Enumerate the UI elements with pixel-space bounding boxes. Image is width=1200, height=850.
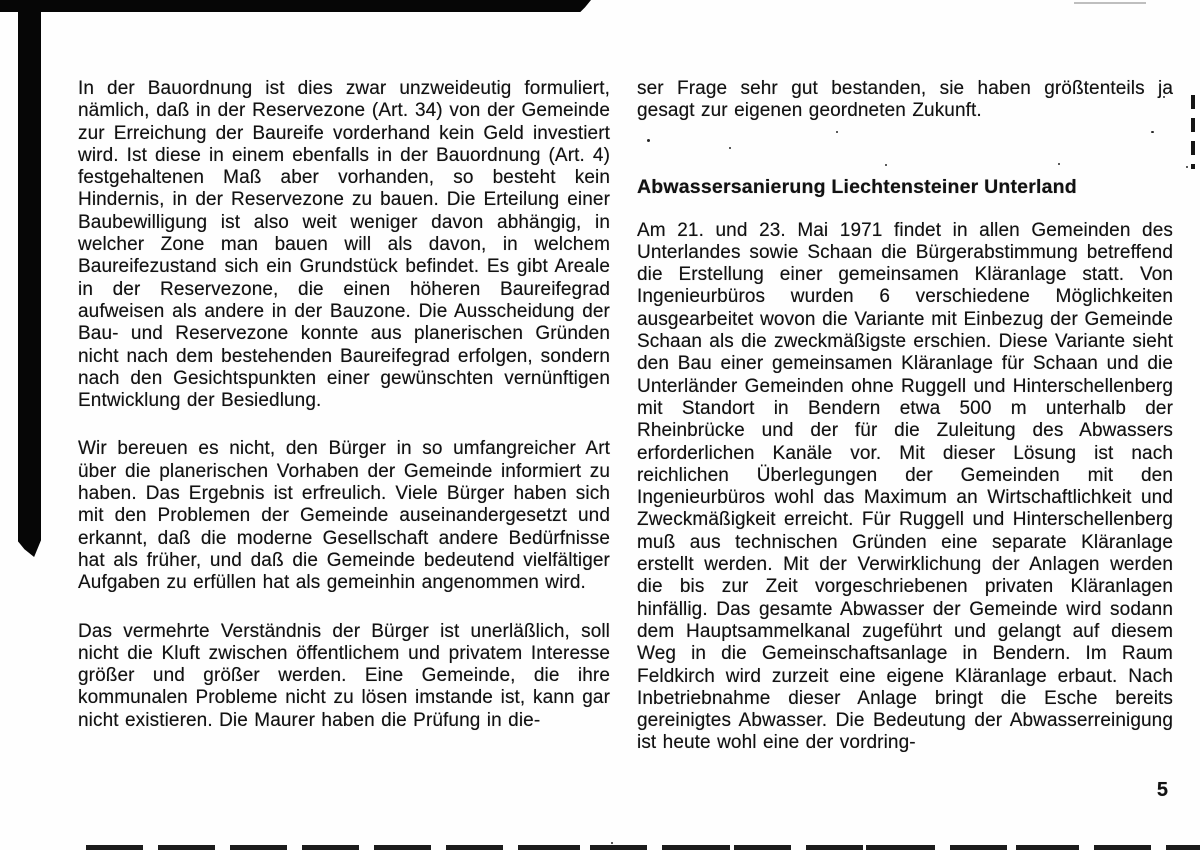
scan-artifact-right-edge-dashes xyxy=(1191,95,1195,169)
section-heading: Abwassersanierung Liechtensteiner Unterland xyxy=(637,175,1077,198)
scan-artifact-bottom-dashes xyxy=(86,845,1200,850)
page-number: 5 xyxy=(1156,779,1168,801)
left-text-column xyxy=(78,78,610,758)
body-paragraph: Das vermehrte Verständnis der Bürger ist unerläßlich, soll nicht die Kluft zwischen öffentlichem und privatem Interesse größer und größer werden. Eine Gemeinde, die ihre kommunalen Probleme nicht zu lösen imstande ist, kann gar nicht existieren. Die Maurer haben die Prüfung in die- xyxy=(78,620,610,731)
continuation-paragraph: ser Frage sehr gut bestanden, sie haben größtenteils ja gesagt zur eigenen geordneten Zukunft. xyxy=(637,78,1173,122)
scan-speck xyxy=(1186,166,1188,168)
scan-artifact-left-bar xyxy=(18,0,41,557)
body-paragraph: Wir bereuen es nicht, den Bürger in so umfangreicher Art über die planerischen Vorhaben der Gemeinde informiert zu haben. Das Ergebnis ist erfreulich. Viele Bürger haben sich mit den Problemen der Gemeinde auseinandergesetzt und erkannt, daß die moderne Gesellschaft andere Bedürfnisse hat als früher, und daß die Gemeinde bedeutend vielfältiger Aufgaben zu erfüllen hat als gemeinhin angenommen wird. xyxy=(78,438,610,594)
body-paragraph: In der Bauordnung ist dies zwar unzweideutig formuliert, nämlich, daß in der Reservezone (Art. 34) von der Gemeinde zur Erreichung der Baureife vorderhand kein Geld investiert wird. Ist diese in einem ebenfalls in der Bauordnung (Art. 4) festgehaltenen Maß aber vorhanden, so besteht kein Hindernis, in der Reservezone zu bauen. Die Erteilung einer Baubewilligung ist also weit weniger davon abhängig, in welcher Zone man bauen will als davon, in welchem Baureifezustand sich ein Grundstück befindet. Es gibt Areale in der Reservezone, die einen höheren Baureifegrad aufweisen als andere in der Bauzone. Die Ausscheidung der Bau- und Reservezone konnte aus planerischen Gründen nicht nach dem bestehenden Baureifegrad erfolgen, sondern nach den Gesichtspunkten einer gewünschten vernünftigen Entwicklung der Besiedlung. xyxy=(78,78,610,412)
scan-artifact-top-bar xyxy=(0,0,591,12)
body-paragraph: Am 21. und 23. Mai 1971 findet in allen Gemeinden des Unterlandes sowie Schaan die Bürgerabstimmung betreffend die Erstellung einer gemeinsamen Kläranlage statt. Von Ingenieurbüros wurden 6 verschiedene Möglichkeiten ausgearbeitet wovon die Variante mit Einbezug der Gemeinde Schaan als die zweckmäßigste erschien. Diese Variante sieht den Bau einer gemeinsamen Kläranlage für Schaan und die Unterländer Gemeinden ohne Ruggell und Hinterschellenberg mit Standort in Bendern etwa 500 m unterhalb der Rheinbrücke und der für die Zuleitung des Abwassers erforderlichen Kanäle vor. Mit dieser Lösung ist nach reichlichen Überlegungen der Gemeinden mit den Ingenieurbüros wohl das Maximum an Wirtschaftlichkeit und Zweckmäßigkeit erreicht. Für Ruggell und Hinterschellenberg muß aus technischen Gründen eine separate Kläranlage erstellt werden. Mit der Verwirklichung der Anlagen werden die bis zur Zeit vorgeschriebenen privaten Kläranlagen hinfällig. Das gesamte Abwasser der Gemeinde wird sodann dem Hauptsammelkanal zugeführt und gelangt auf diesem Weg in die Gemeinschaftsanlage in Bendern. Im Raum Feldkirch wird zurzeit eine eigene Kläranlage erbaut. Nach Inbetriebnahme dieser Anlage bringt die Esche bereits gereinigtes Abwasser. Die Bedeutung der Abwasserreinigung ist heute wohl eine der vordring- xyxy=(637,219,1173,754)
right-text-column xyxy=(637,78,1173,781)
scan-speck xyxy=(611,842,613,844)
scan-artifact-topright-line xyxy=(1074,2,1146,4)
